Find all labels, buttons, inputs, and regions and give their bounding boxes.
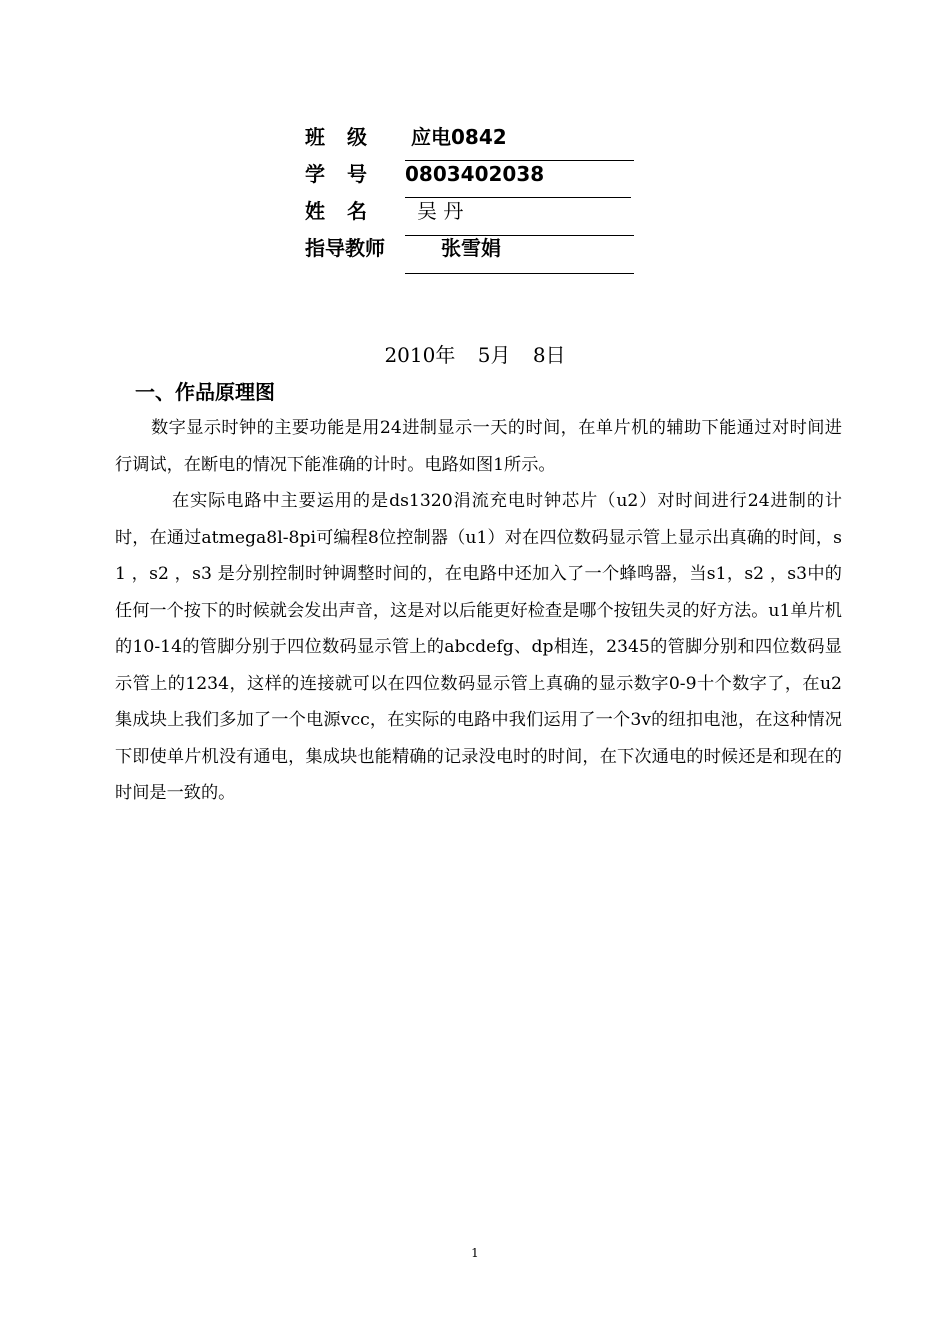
section-heading: 一、作品原理图 [135,380,275,404]
date-day: 8日 [532,343,566,367]
name-label: 姓名 [305,199,389,223]
class-label: 班级 [305,125,389,149]
page-number: 1 [471,1246,479,1260]
date-month: 5月 [477,343,511,367]
student-id-row [305,159,635,193]
class-value: 应电0842 [411,125,507,149]
name-row [305,196,635,230]
document-date [0,340,950,370]
student-id-label: 学号 [305,162,389,186]
advisor-row [305,233,635,267]
body-paragraph-1: 数字显示时钟的主要功能是用24进制显示一天的时间，在单片机的辅助下能通过对时间进行调试，在断电的情况下能准确的计时。电路如图1所示。 [115,418,842,475]
student-id-value: 0803402038 [405,162,545,186]
advisor-underline [405,273,634,274]
advisor-value: 张雪娟 [441,236,501,260]
date-year: 2010年 [384,343,456,367]
name-value: 吴 丹 [417,199,464,223]
body-paragraph-2: 在实际电路中主要运用的是ds1320涓流充电时钟芯片（u2）对时间进行24进制的计时，在通过atmega8l-8pi可编程8位控制器（u1）对在四位数码显示管上显示出真确的时间，s1 ，s2 ，s3 是分别控制时钟调整时间的，在电路中还加入了一个蜂鸣器，当s1，s2 ，s3中的任何一个按下的时候就会发出声音，这是对以后能更好检查是哪个按钮失灵的好方法。u1单片机的10-14的管脚分别于四位数码显示管上的abcdefg、dp相连，2345的管脚分别和四位数码显示管上的1234，这样的连接就可以在四位数码显示管上真确的显示数字0-9十个数字了，在u2集成块上我们多加了一个电源vcc，在实际的电路中我们运用了一个3v的纽扣电池，在这种情况下即使单片机没有通电，集成块也能精确的记录没电时的时间，在下次通电的时候还是和现在的时间是一致的。 [115,491,842,803]
class-row [305,122,635,156]
advisor-label: 指导教师 [305,236,385,260]
